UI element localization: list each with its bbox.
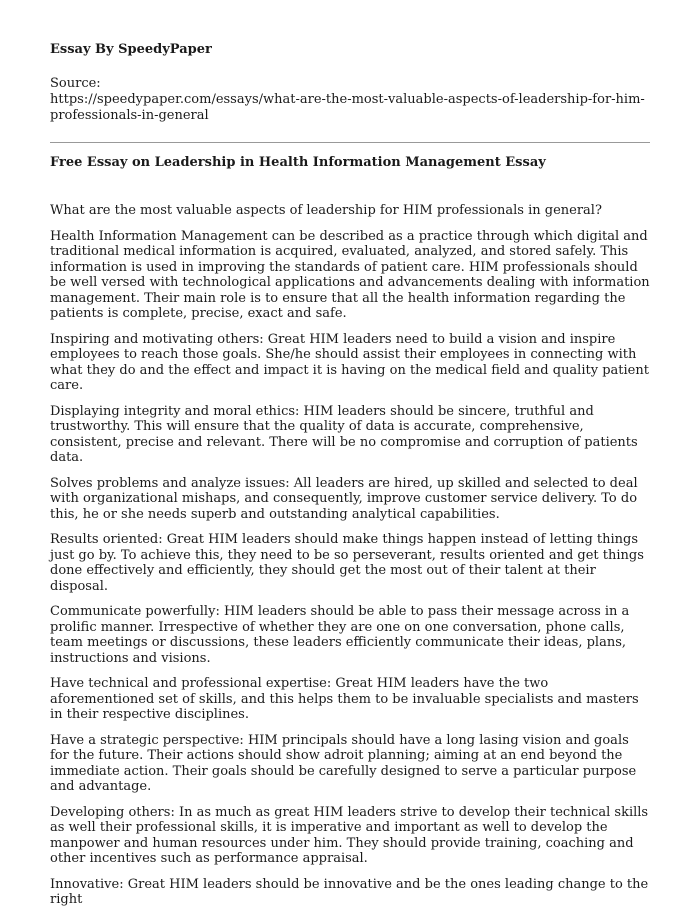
essay-paragraph: Results oriented: Great HIM leaders should make things happen instead of letting things just go by. To achieve this, they need to be so perseverant, results oriented and get things done effectively and efficiently, they should get the most out of their talent at their disposal. [50,532,644,594]
source-url[interactable]: https://speedypaper.com/essays/what-are-the-most-valuable-aspects-of-leadership-for-him-professionals-in-general [50,92,645,123]
essay-paragraph: Displaying integrity and moral ethics: HIM leaders should be sincere, truthful and trustworthy. This will ensure that the quality of data is accurate, comprehensive, consistent, precise and relevant. There will be no compromise and corruption of patients data. [50,403,638,465]
essay-paragraph: Innovative: Great HIM leaders should be innovative and be the ones leading change to the right [50,876,649,907]
essay-paragraph: What are the most valuable aspects of leadership for HIM professionals in general? [50,203,602,218]
essay-title: Free Essay on Leadership in Health Information Management Essay [50,155,546,170]
essay-body [50,203,650,908]
essay-paragraph: Health Information Management can be described as a practice through which digital and traditional medical information is acquired, evaluated, analyzed, and stored safely. This information is used in improving the standards of patient care. HIM professionals should be well versed with technological applications and advancements dealing with information management. Their main role is to ensure that all the health information regarding the patients is complete, precise, exact and safe. [50,228,650,321]
header-divider [50,142,650,143]
essay-paragraph: Have technical and professional expertise: Great HIM leaders have the two aforementioned set of skills, and this helps them to be invaluable specialists and masters in their respective disciplines. [50,676,639,722]
essay-paragraph: Inspiring and motivating others: Great HIM leaders need to build a vision and inspire employees to reach those goals. She/he should assist their employees in connecting with what they do and the effect and impact it is having on the medical field and quality patient care. [50,331,649,393]
essay-paragraph: Communicate powerfully: HIM leaders should be able to pass their message across in a prolific manner. Irrespective of whether they are one on one conversation, phone calls, team meetings or discussions, these leaders efficiently communicate their ideas, plans, instructions and visions. [50,604,630,666]
source-label: Source: [50,76,101,91]
document-header-title: Essay By SpeedyPaper [50,42,212,57]
essay-paragraph: Solves problems and analyze issues: All leaders are hired, up skilled and selected to deal with organizational mishaps, and consequently, improve customer service delivery. To do this, he or she needs superb and outstanding analytical capabilities. [50,475,638,522]
essay-paragraph: Developing others: In as much as great HIM leaders strive to develop their technical skills as well their professional skills, it is imperative and important as well to develop the manpower and human resources under him. They should provide training, coaching and other incentives such as performance appraisal. [50,804,649,866]
essay-paragraph: Have a strategic perspective: HIM principals should have a long lasing vision and goals for the future. Their actions should show adroit planning; aiming at an end beyond the immediate action. Their goals should be carefully designed to serve a particular purpose and advantage. [50,732,637,794]
